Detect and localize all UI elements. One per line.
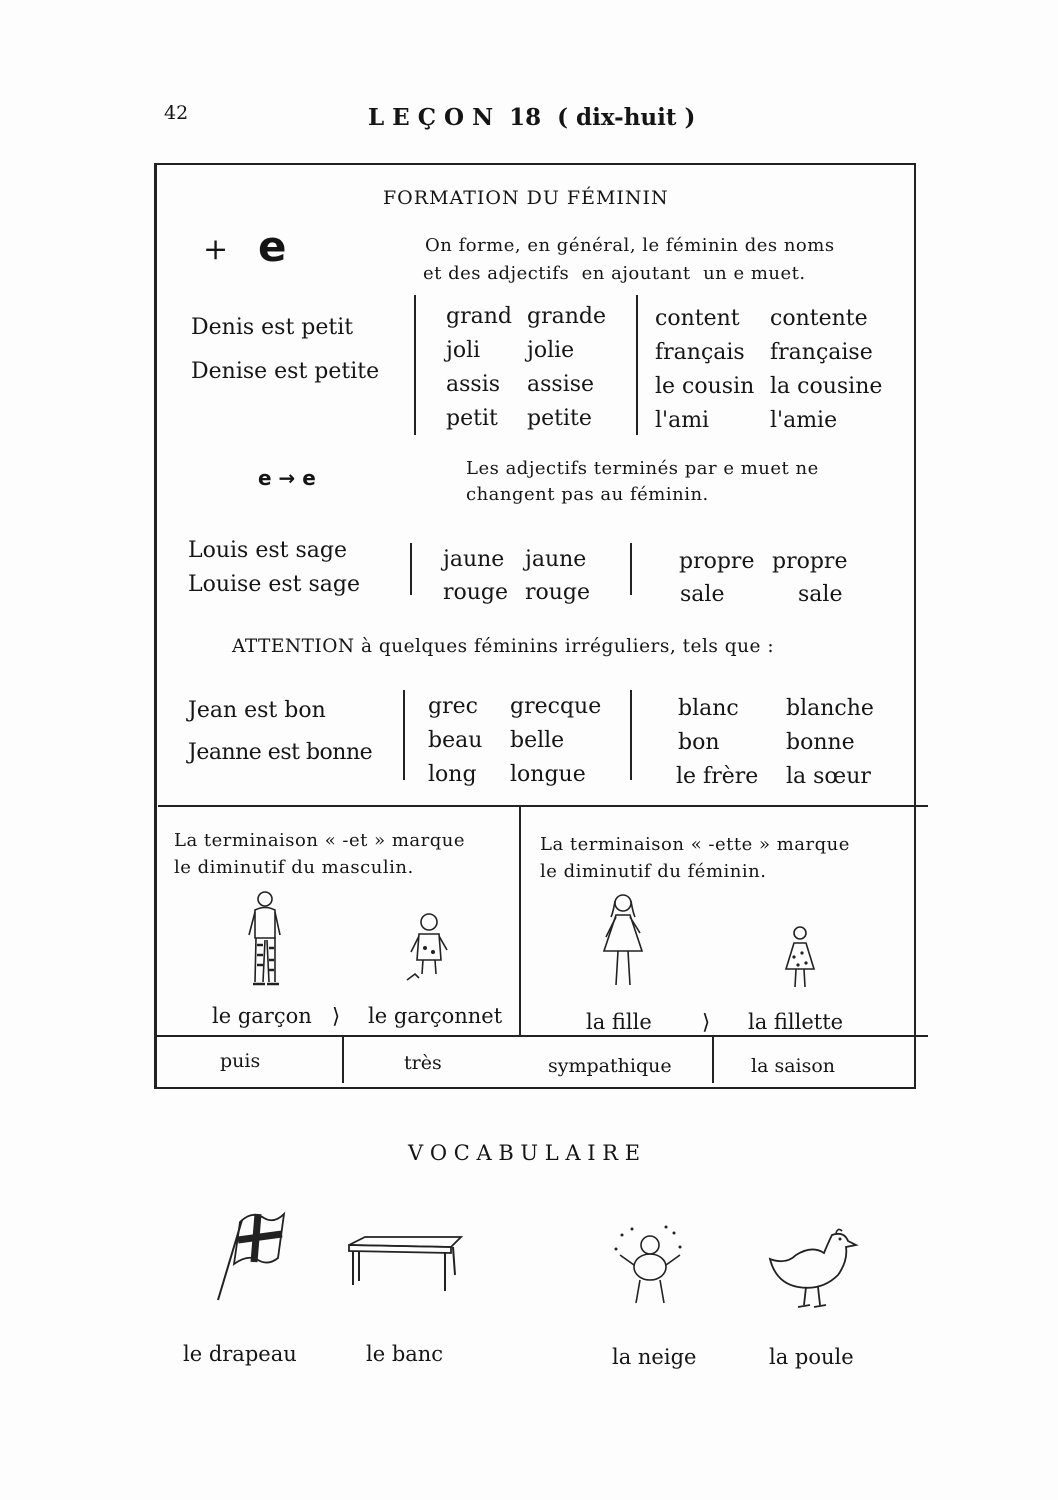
word: jolie — [527, 338, 575, 363]
word: le frère — [676, 764, 759, 789]
column-divider — [519, 807, 521, 1037]
example-masculine: Jean est bon — [188, 698, 326, 723]
column-divider — [636, 295, 638, 435]
word-list-feminine — [510, 690, 601, 792]
word-list-masculine — [428, 690, 482, 792]
word: grand — [446, 304, 512, 329]
word: la sœur — [786, 764, 871, 789]
word: rouge — [525, 580, 591, 605]
column-divider — [630, 690, 632, 780]
word: le cousin — [655, 374, 755, 399]
column-divider — [712, 1037, 714, 1083]
column-divider — [630, 543, 632, 595]
e-muet-symbol: e — [258, 222, 287, 271]
word: blanche — [786, 696, 874, 721]
word: bonne — [786, 730, 855, 755]
feminine-diminutive: la fillette — [748, 1010, 844, 1034]
word: jaune — [443, 547, 505, 572]
rule-line: Les adjectifs terminés par e muet ne — [466, 458, 819, 479]
word-list-masculine — [443, 543, 508, 609]
word: la cousine — [770, 374, 883, 399]
vocabulary-title: V O C A B U L A I R E — [408, 1141, 641, 1165]
diminutive-rule: le diminutif du masculin. — [174, 857, 414, 878]
example-masculine: Louis est sage — [188, 538, 347, 563]
word: blanc — [678, 696, 739, 721]
word: belle — [510, 728, 565, 753]
word-list-feminine — [772, 545, 847, 611]
column-divider — [342, 1037, 344, 1083]
word-list-masculine — [446, 300, 512, 436]
flag-illustration — [212, 1200, 292, 1310]
word: joli — [446, 338, 481, 363]
vocab-word: la saison — [751, 1055, 836, 1077]
word-list-masculine — [679, 545, 754, 611]
example-feminine: Louise est sage — [188, 572, 361, 597]
word: assise — [527, 372, 595, 397]
word: sale — [680, 582, 725, 607]
word: sale — [798, 582, 843, 607]
bench-illustration — [345, 1235, 465, 1300]
word: l'amie — [770, 408, 838, 433]
little-girl-illustration — [780, 925, 820, 995]
word: longue — [510, 762, 586, 787]
word: grec — [428, 694, 478, 719]
word: beau — [428, 728, 483, 753]
word: français — [655, 340, 745, 365]
word: petite — [527, 406, 592, 431]
masculine-word: le garçon — [212, 1004, 312, 1028]
vocab-item: la neige — [612, 1345, 697, 1369]
snow-illustration — [610, 1225, 690, 1315]
word: long — [428, 762, 477, 787]
diminutive-rule: La terminaison « -et » marque — [174, 830, 466, 851]
word: française — [770, 340, 873, 365]
word: l'ami — [655, 408, 710, 433]
section-divider — [158, 805, 928, 807]
word: propre — [679, 549, 755, 574]
word-list-feminine — [770, 302, 882, 438]
word: grecque — [510, 694, 602, 719]
little-boy-illustration — [405, 912, 453, 987]
word-list-masculine — [655, 302, 754, 438]
word-list-feminine — [786, 692, 874, 794]
page-number: 42 — [164, 102, 189, 124]
word: content — [655, 306, 740, 331]
feminine-word: la fille — [586, 1010, 652, 1034]
word: jaune — [525, 547, 587, 572]
example-feminine: Jeanne est bonne — [188, 740, 373, 765]
diminutive-arrow: ⟩ — [332, 1004, 341, 1028]
e-arrow-e: e → e — [258, 466, 316, 490]
word: grande — [527, 304, 606, 329]
rule-line: changent pas au féminin. — [466, 484, 709, 505]
section-divider — [154, 1035, 928, 1037]
attention-note: ATTENTION à quelques féminins irréguliers, tels que : — [232, 636, 775, 657]
rule-line: On forme, en général, le féminin des noms — [425, 235, 835, 256]
column-divider — [410, 543, 412, 595]
word: propre — [772, 549, 848, 574]
word: petit — [446, 406, 498, 431]
word-list-masculine — [678, 692, 758, 794]
diminutive-rule: La terminaison « -ette » marque — [540, 834, 850, 855]
vocab-word: sympathique — [548, 1055, 672, 1077]
example-feminine: Denise est petite — [191, 359, 380, 384]
word-list-feminine — [525, 543, 590, 609]
vocab-word: puis — [220, 1050, 261, 1072]
plus-symbol: + — [203, 232, 229, 267]
masculine-diminutive: le garçonnet — [368, 1004, 503, 1028]
diminutive-arrow: ⟩ — [702, 1010, 711, 1034]
vocab-item: le drapeau — [183, 1342, 297, 1366]
word: assis — [446, 372, 501, 397]
column-divider — [403, 690, 405, 780]
girl-illustration — [598, 893, 648, 993]
section-title: FORMATION DU FÉMININ — [383, 187, 669, 209]
word: contente — [770, 306, 868, 331]
boy-illustration — [245, 890, 285, 990]
diminutive-rule: le diminutif du féminin. — [540, 861, 767, 882]
column-divider — [414, 295, 416, 435]
vocab-item: la poule — [769, 1345, 854, 1369]
word: rouge — [443, 580, 509, 605]
word-list-feminine — [527, 300, 606, 436]
hen-illustration — [762, 1225, 862, 1315]
vocab-word: très — [404, 1052, 442, 1074]
rule-line: et des adjectifs en ajoutant un e muet. — [423, 263, 806, 284]
lesson-title: L E Ç O N 18 ( dix-huit ) — [368, 104, 696, 131]
example-masculine: Denis est petit — [191, 315, 354, 340]
vocab-item: le banc — [366, 1342, 444, 1366]
word: bon — [678, 730, 720, 755]
